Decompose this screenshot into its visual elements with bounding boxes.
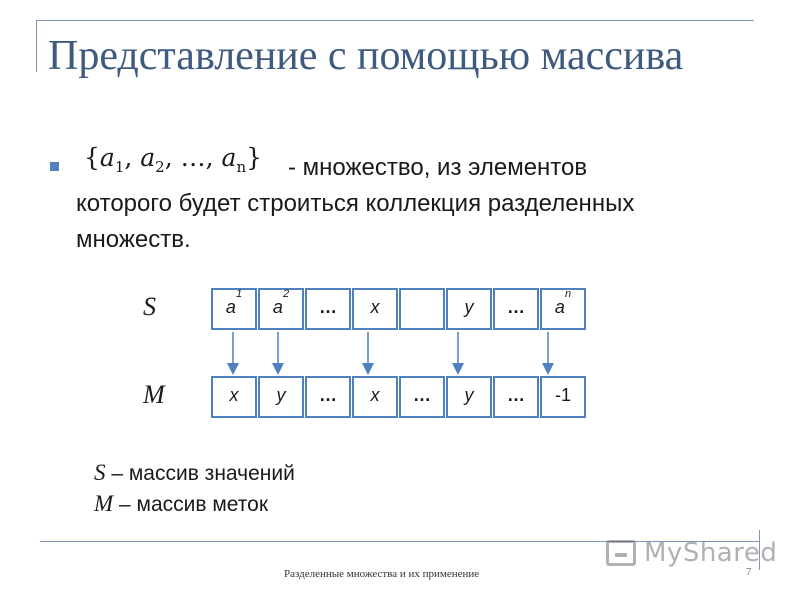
formula-sep-2: , xyxy=(164,143,181,172)
array-m-cell: … xyxy=(493,376,539,418)
cell-value: a xyxy=(225,297,236,317)
array-s-cell: a $_1$ xyxy=(211,288,257,330)
array-m-cell: … xyxy=(399,376,445,418)
array-m-cell: -1 xyxy=(540,376,586,418)
legend-m xyxy=(94,489,295,520)
bullet-line-3: множеств. xyxy=(76,226,191,253)
cell-value: a xyxy=(272,297,283,317)
projector-icon xyxy=(606,540,636,566)
array-m-cell: x xyxy=(211,376,257,418)
legend-s-text: – массив значений xyxy=(105,462,295,485)
cell-value: … xyxy=(319,297,337,317)
legend-m-symbol: M xyxy=(94,491,114,516)
array-m-label: M xyxy=(143,380,165,409)
cell-value: x xyxy=(370,297,380,317)
formula-sub-2: 2 xyxy=(155,158,165,176)
array-m-cell: x xyxy=(352,376,398,418)
formula-brace-open: { xyxy=(84,143,100,172)
page-number: 7 xyxy=(746,566,752,578)
formula-a2: a xyxy=(140,143,156,172)
slide-title: Представление с помощью массива xyxy=(48,33,684,79)
bullet-line-1: - множество, из элементов xyxy=(288,154,588,181)
formula-a1: a xyxy=(99,143,115,172)
cell-value: … xyxy=(507,297,525,317)
footer-text: Разделенные множества и их применение xyxy=(284,568,480,580)
watermark-text: MyShared xyxy=(644,538,778,568)
formula-dots: … xyxy=(180,143,206,172)
array-m-cell: … xyxy=(305,376,351,418)
legend-s xyxy=(94,458,295,489)
legend xyxy=(94,458,295,520)
cell-value: y xyxy=(464,297,474,317)
formula-sub-1: 1 xyxy=(114,158,125,176)
formula-an: a xyxy=(221,143,237,172)
legend-s-symbol: S xyxy=(94,460,106,485)
array-s-cell: a $_2$ xyxy=(258,288,304,330)
formula-sub-n: n xyxy=(236,158,247,176)
cell-value: a xyxy=(554,297,565,317)
legend-m-text: – массив меток xyxy=(113,493,269,516)
formula-brace-close: } xyxy=(246,143,263,172)
array-s-cell: a $_n$ xyxy=(540,288,586,330)
bullet-line-2: которого будет строиться коллекция разделенных xyxy=(76,190,635,217)
formula-sep-1: , xyxy=(124,143,141,172)
array-m-cell: y xyxy=(258,376,304,418)
array-m-cell: y xyxy=(446,376,492,418)
array-s-label: S xyxy=(143,292,156,321)
formula-sep-3: , xyxy=(205,143,222,172)
myshared-watermark xyxy=(606,538,777,568)
